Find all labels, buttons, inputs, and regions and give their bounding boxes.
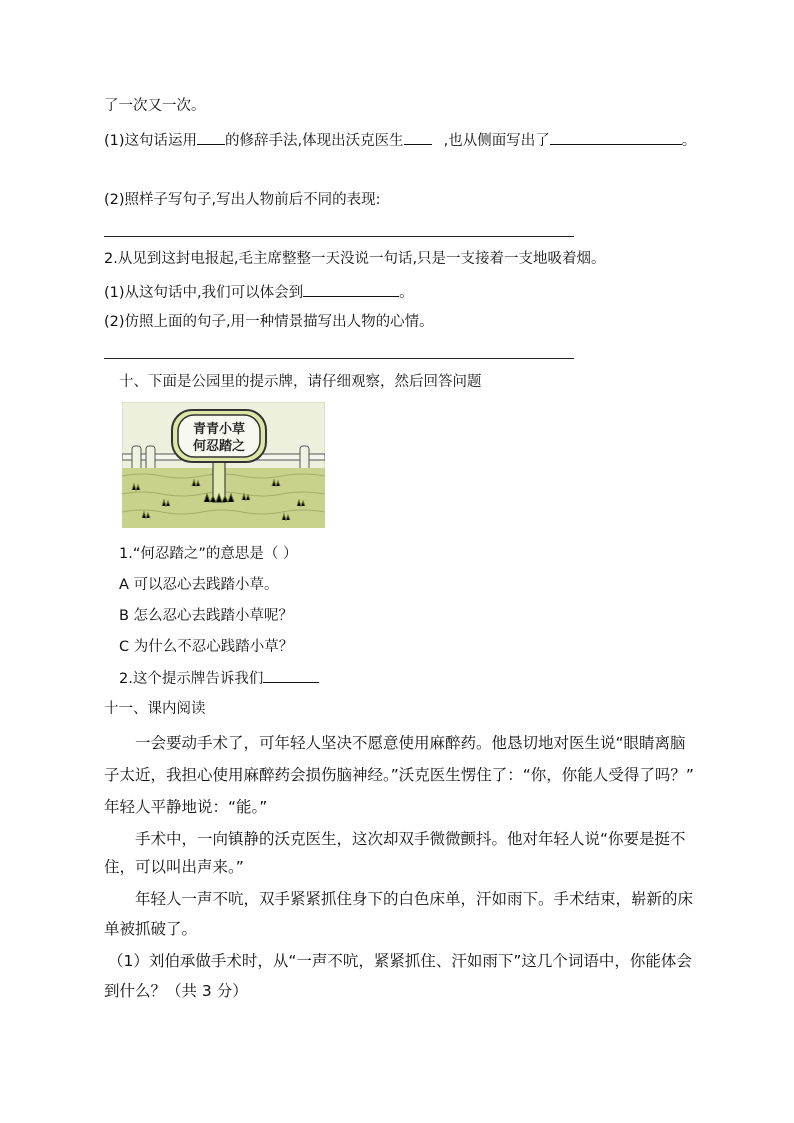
answer-line xyxy=(104,358,574,359)
q2-1-text: (1)从这句话中,我们可以体会到 xyxy=(104,285,304,301)
passage-line: 一会要动手术了，可年轻人坚决不愿意使用麻醉药。他恳切地对医生说“眼睛离脑 xyxy=(135,734,686,752)
sign-text-line1: 青青小草 xyxy=(192,421,246,436)
passage-line: 单被抓破了。 xyxy=(104,920,198,938)
answer-blank xyxy=(197,130,225,145)
passage-line: 住，可以叫出声来。” xyxy=(104,858,244,876)
answer-blank xyxy=(404,130,432,145)
answer-blank xyxy=(550,130,682,145)
section-10-heading: 十、下面是公园里的提示牌，请仔细观察，然后回答问题 xyxy=(119,374,482,390)
question-2: 2.从见到这封电报起,毛主席整整一天没说一句话,只是一支接着一支地吸着烟。 xyxy=(104,251,606,267)
line-continuation: 了一次又一次。 xyxy=(104,98,206,114)
question-2-2: (2)仿照上面的句子,用一种情景描写出人物的心情。 xyxy=(104,314,434,330)
question-1-2: (2)照样子写句子,写出人物前后不同的表现: xyxy=(104,192,381,208)
section-10-question-2 xyxy=(119,668,319,689)
passage-line: 年轻人一声不吭，双手紧紧抓住身下的白色床单，汗如雨下。手术结束，崭新的床 xyxy=(135,890,694,908)
q1-1-text-a: (1)这句话运用 xyxy=(104,133,198,149)
passage-line: 子太近，我担心使用麻醉药会损伤脑神经。”沃克医生愣住了：“你，你能人受得了吗？” xyxy=(104,766,694,784)
sign-text-line2: 何忍踏之 xyxy=(192,438,246,453)
park-sign-image xyxy=(122,402,325,528)
q1-1-end: 。 xyxy=(681,133,697,149)
answer-blank xyxy=(303,282,399,297)
option-b: B 怎么忍心去践踏小草呢？ xyxy=(119,608,294,624)
section-11-question-1-cont: 到什么？（共 3 分） xyxy=(104,982,248,1000)
question-2-1 xyxy=(104,282,414,303)
answer-blank xyxy=(263,668,319,683)
passage-line: 手术中，一向镇静的沃克医生，这次却双手微微颤抖。他对年轻人说“你要是挺不 xyxy=(135,830,686,848)
answer-line xyxy=(104,236,574,237)
section-11-heading: 十一、课内阅读 xyxy=(104,701,206,717)
q1-1-text-c: ,也从侧面写出了 xyxy=(443,133,550,149)
section-10-question-1: 1.“何忍踏之”的意思是（ ） xyxy=(119,546,298,562)
q1-1-text-b: 的修辞手法,体现出沃克医生 xyxy=(225,133,404,149)
option-a: A 可以忍心去践踏小草。 xyxy=(119,577,279,593)
question-1-1 xyxy=(104,130,696,151)
option-c: C 为什么不忍心践踏小草？ xyxy=(119,639,294,655)
s10-q2-text: 2.这个提示牌告诉我们 xyxy=(119,671,264,687)
q2-1-end: 。 xyxy=(399,285,414,301)
section-11-question-1: （1）刘伯承做手术时，从“一声不吭，紧紧抓住、汗如雨下”这几个词语中，你能体会 xyxy=(108,952,692,970)
passage-line: 年轻人平静地说：“能。” xyxy=(104,798,268,816)
